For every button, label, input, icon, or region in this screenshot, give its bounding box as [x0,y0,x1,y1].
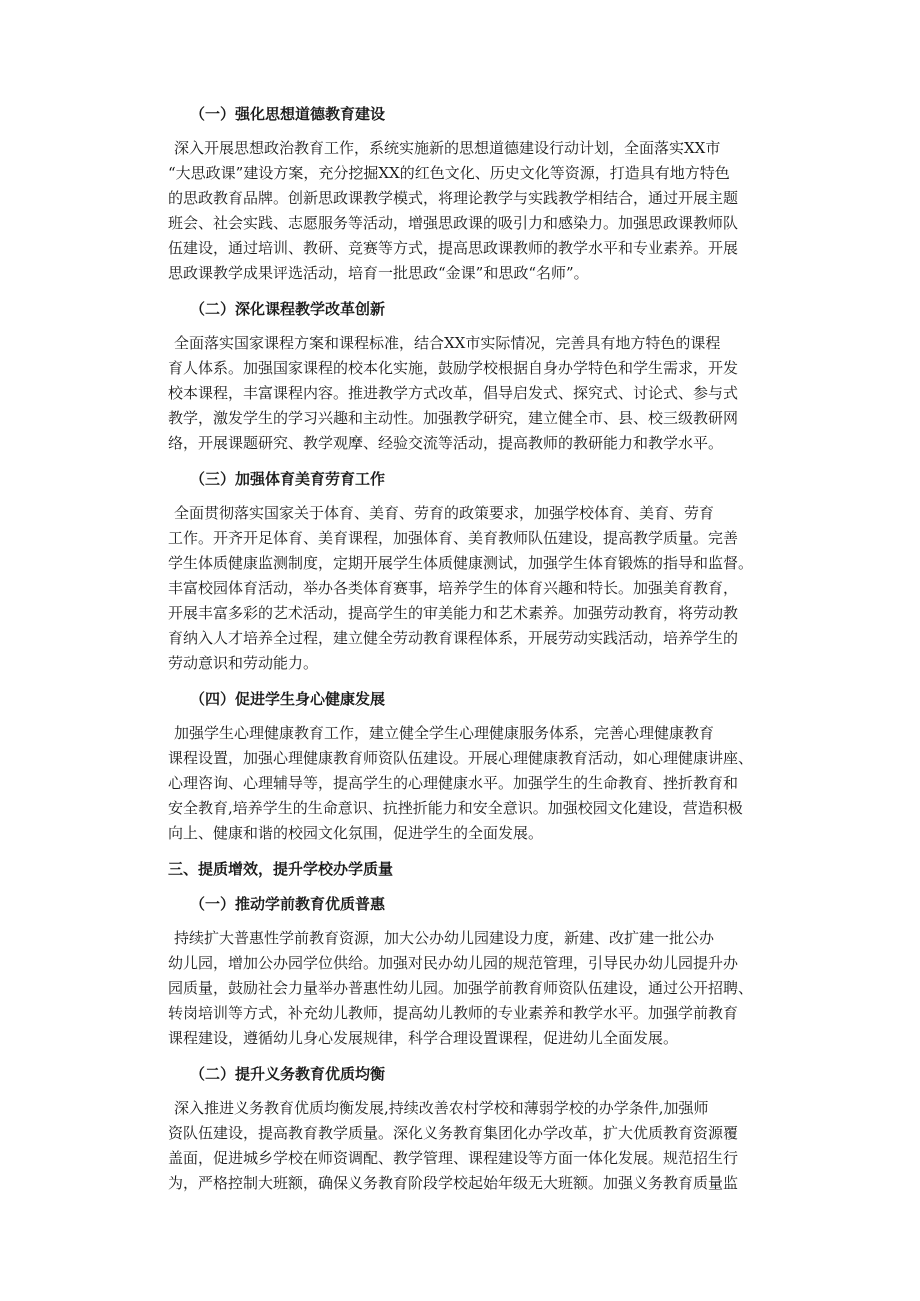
paragraph-line: 全面贯彻落实国家关于体育、美育、劳育的政策要求，加强学校体育、美育、劳育 [174,504,715,522]
paragraph-line: 课程设置，加强心理健康教育师资队伍建设。开展心理健康教育活动，如心理健康讲座、 [168,749,754,767]
paragraph-line: 转岗培训等方式，补充幼儿教师，提高幼儿教师的专业素养和教学水平。加强学前教育 [168,1004,739,1022]
section-paragraph [168,1096,788,1196]
section-heading: （一）强化思想道德教育建设 [190,105,386,123]
paragraph-line: 工作。开齐开足体育、美育课程，加强体育、美育教师队伍建设，提高教学质量。完善 [168,529,739,547]
paragraph-line: 为，严格控制大班额，确保义务教育阶段学校起始年级无大班额。加强义务教育质量监 [168,1174,739,1192]
paragraph-line: 园质量，鼓励社会力量举办普惠性幼儿园。加强学前教育师资队伍建设，通过公开招聘、 [168,979,754,997]
paragraph-line: 深入开展思想政治教育工作，系统实施新的思想道德建设行动计划，全面落实XX市 [174,139,721,157]
paragraph-line: 课程建设，遵循幼儿身心发展规律，科学合理设置课程，促进幼儿全面发展。 [168,1029,679,1047]
document-body [168,101,788,1206]
section-paragraph [168,501,788,676]
section-heading: （一）推动学前教育优质普惠 [190,895,386,913]
paragraph-line: 教学，激发学生的学习兴趣和主动性。加强教学研究，建立健全市、县、校三级教研网 [168,409,739,427]
section-heading: （二）提升义务教育优质均衡 [190,1065,386,1083]
section-paragraph [168,331,788,456]
paragraph-line: 持续扩大普惠性学前教育资源，加大公办幼儿园建设力度，新建、改扩建一批公办 [174,929,715,947]
paragraph-line: 劳动意识和劳动能力。 [168,654,319,672]
paragraph-line: 的思政教育品牌。创新思政课教学模式，将理论教学与实践教学相结合，通过开展主题 [168,189,739,207]
paragraph-line: 深入推进义务教育优质均衡发展,持续改善农村学校和薄弱学校的办学条件,加强师 [174,1099,709,1117]
paragraph-line: 育纳入人才培养全过程，建立健全劳动教育课程体系，开展劳动实践活动，培养学生的 [168,629,739,647]
paragraph-line: 校本课程，丰富课程内容。推进教学方式改革，倡导启发式、探究式、讨论式、参与式 [168,384,739,402]
paragraph-line: 班会、社会实践、志愿服务等活动，增强思政课的吸引力和感染力。加强思政课教师队 [168,214,739,232]
paragraph-line: 全面落实国家课程方案和课程标准，结合XX市实际情况，完善具有地方特色的课程 [174,334,721,352]
paragraph-line: 开展丰富多彩的艺术活动，提高学生的审美能力和艺术素养。加强劳动教育，将劳动教 [168,604,739,622]
paragraph-line: 心理咨询、心理辅导等，提高学生的心理健康水平。加强学生的生命教育、挫折教育和 [168,774,739,792]
paragraph-line: 加强学生心理健康教育工作，建立健全学生心理健康服务体系，完善心理健康教育 [174,724,715,742]
paragraph-line: 思政课教学成果评选活动，培育一批思政“金课”和思政“名师”。 [168,264,589,282]
section-paragraph [168,926,788,1051]
part-heading: 三、提质增效，提升学校办学质量 [168,860,394,878]
paragraph-line: 盖面，促进城乡学校在师资调配、教学管理、课程建设等方面一体化发展。规范招生行 [168,1149,739,1167]
paragraph-line: 伍建设，通过培训、教研、竞赛等方式，提高思政课教师的教学水平和专业素养。开展 [168,239,739,257]
section-heading: （二）深化课程教学改革创新 [190,300,386,318]
paragraph-line: 学生体质健康监测制度，定期开展学生体质健康测试，加强学生体育锻炼的指导和监督。 [168,554,754,572]
section-paragraph [168,136,788,286]
paragraph-line: 幼儿园，增加公办园学位供给。加强对民办幼儿园的规范管理，引导民办幼儿园提升办 [168,954,739,972]
section-heading: （四）促进学生身心健康发展 [190,690,386,708]
section-heading: （三）加强体育美育劳育工作 [190,470,386,488]
paragraph-line: 资队伍建设，提高教育教学质量。深化义务教育集团化办学改革，扩大优质教育资源覆 [168,1124,739,1142]
paragraph-line: 育人体系。加强国家课程的校本化实施，鼓励学校根据自身办学特色和学生需求，开发 [168,359,739,377]
paragraph-line: 安全教育,培养学生的生命意识、抗挫折能力和安全意识。加强校园文化建设，营造积极 [168,799,743,817]
paragraph-line: 络，开展课题研究、教学观摩、经验交流等活动，提高教师的教研能力和教学水平。 [168,434,724,452]
paragraph-line: 丰富校园体育活动，举办各类体育赛事，培养学生的体育兴趣和特长。加强美育教育， [168,579,739,597]
paragraph-line: 向上、健康和谐的校园文化氛围，促进学生的全面发展。 [168,824,544,842]
section-paragraph [168,721,788,846]
paragraph-line: “大思政课”建设方案，充分挖掘XX的红色文化、历史文化等资源，打造具有地方特色 [168,164,730,182]
